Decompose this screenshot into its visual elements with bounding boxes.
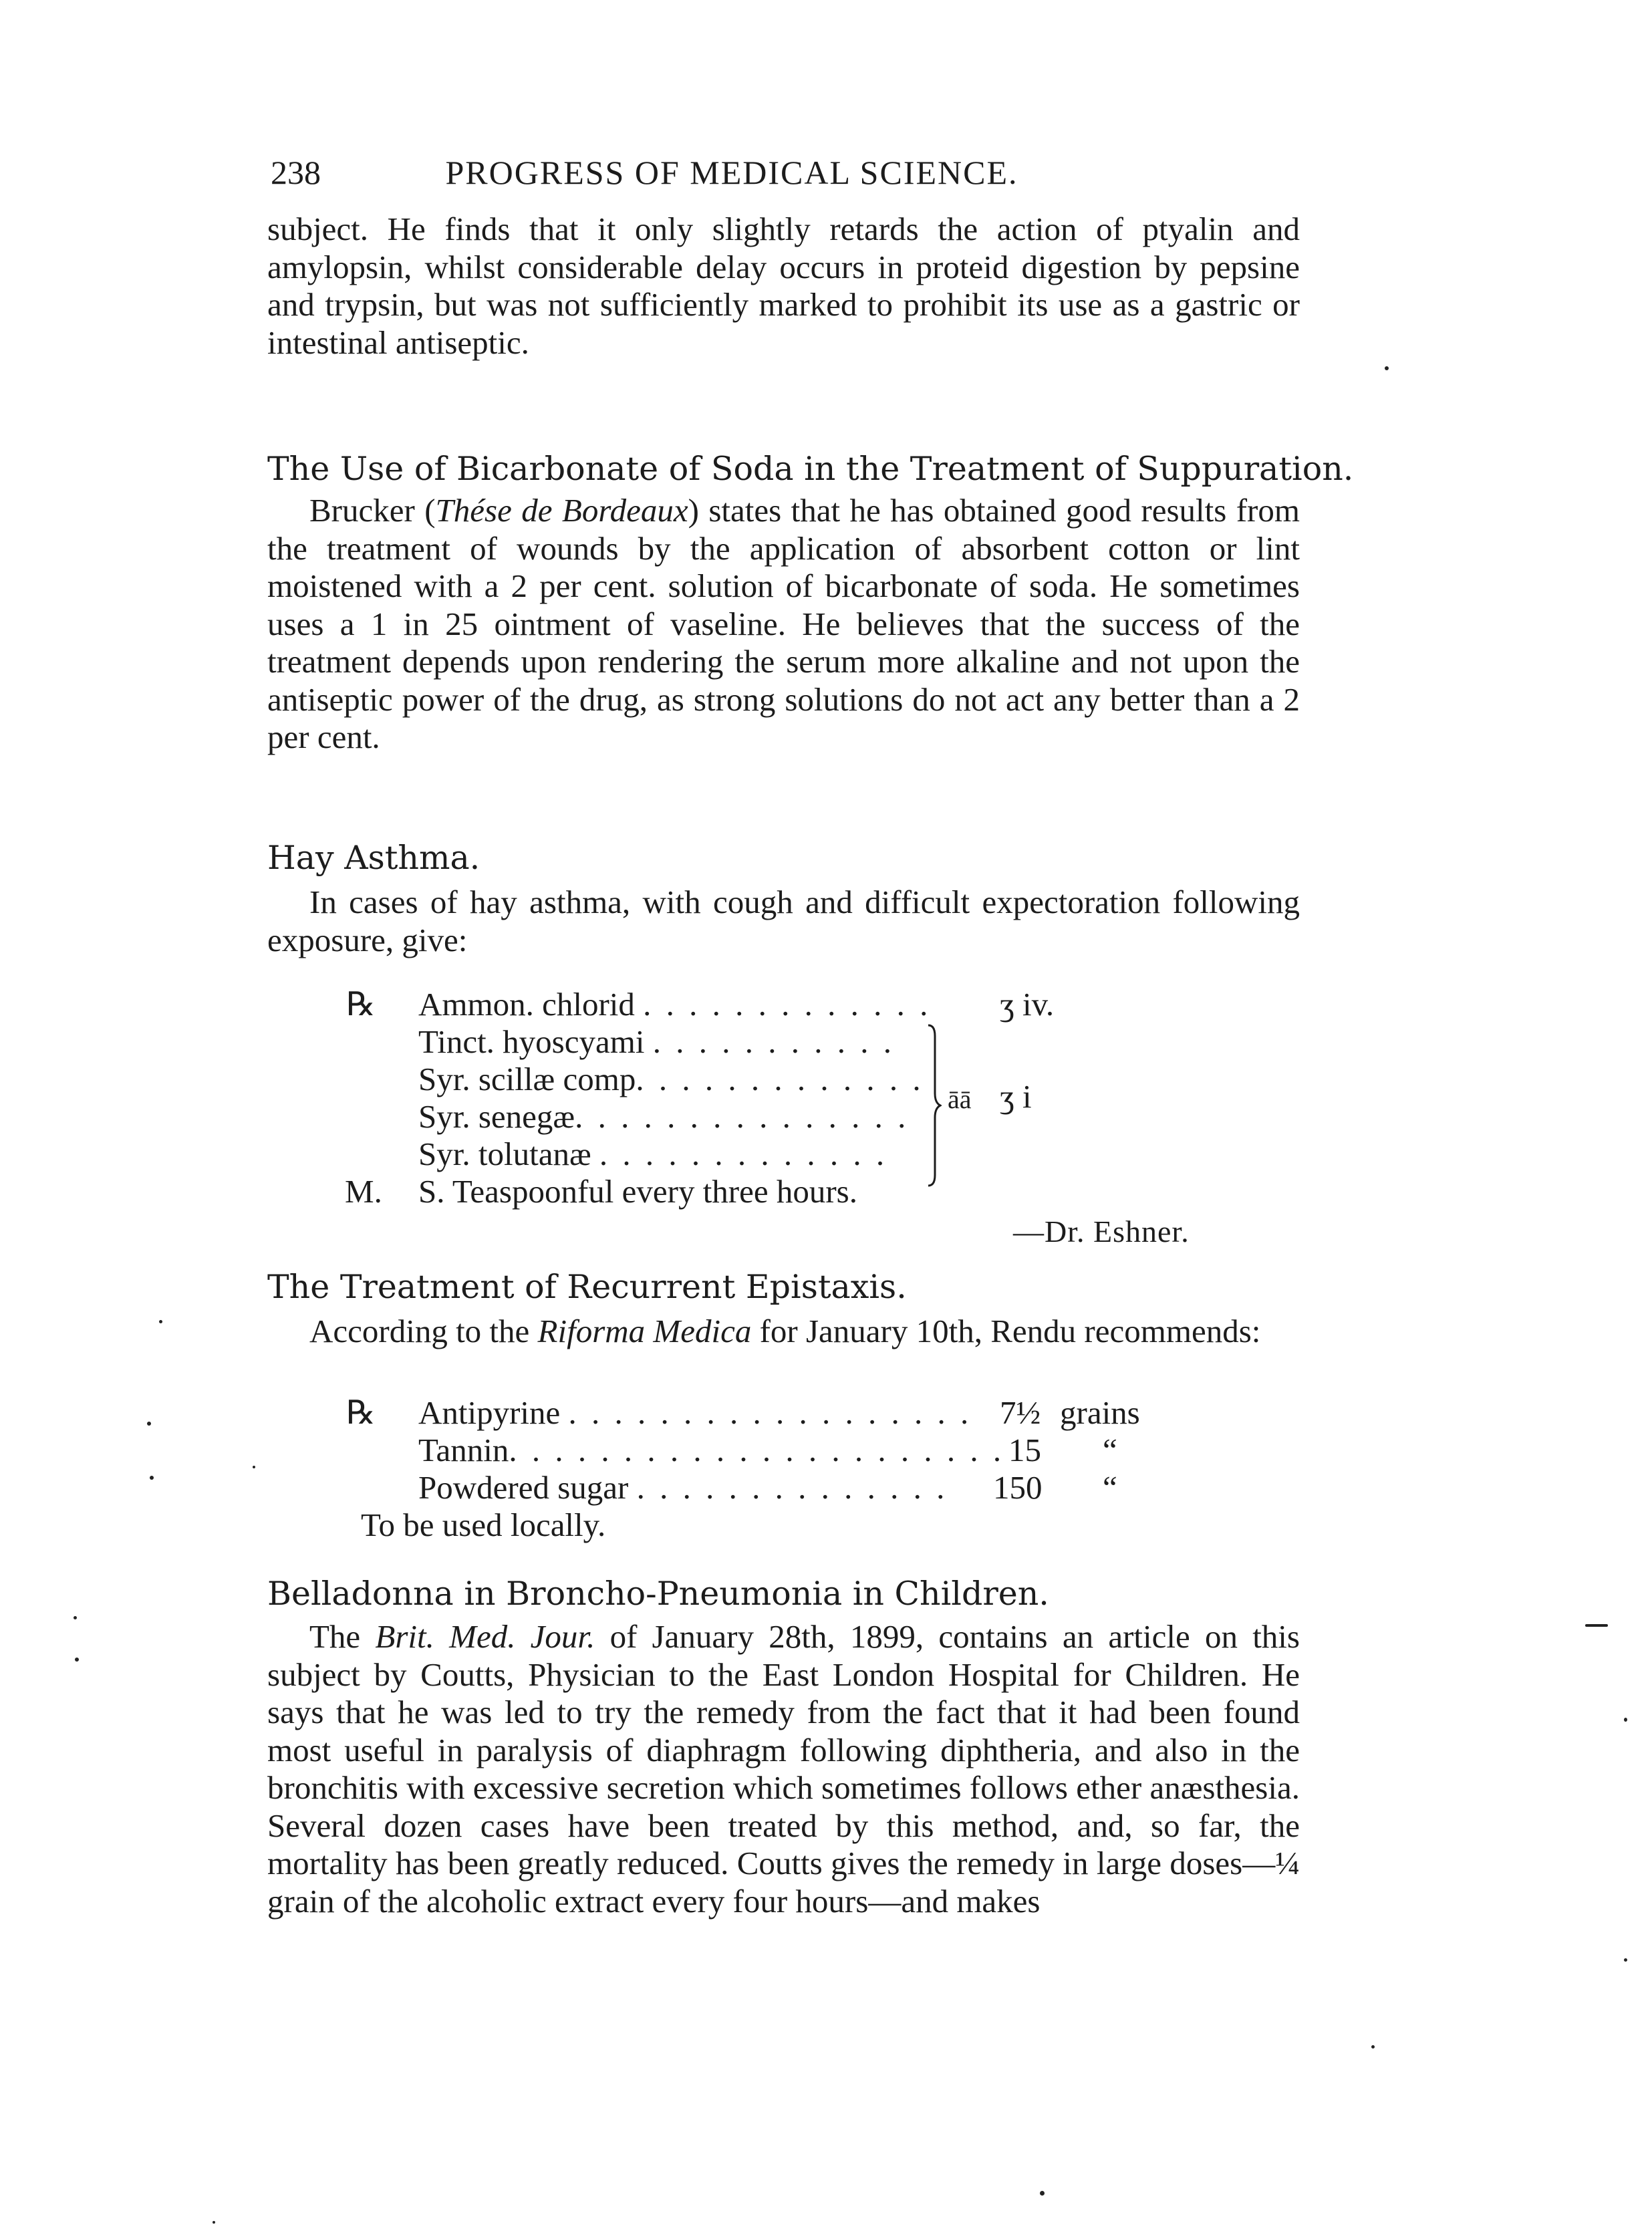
hay-asthma-paragraph: In cases of hay asthma, with cough and difficult expectoration following exposure, give: bbox=[267, 884, 1300, 958]
leader-dots: . . . . . . . . . . . . . . . . . . bbox=[568, 1394, 972, 1431]
scan-dash bbox=[1585, 1624, 1608, 1627]
page-number: 238 bbox=[271, 154, 321, 191]
ditto-mark: “ bbox=[1103, 1469, 1117, 1506]
leader-dots: . . . . . . . . . . . . . . bbox=[636, 1469, 948, 1506]
bicarbonate-paragraph bbox=[267, 492, 1300, 757]
scan-speck bbox=[253, 1466, 255, 1468]
ingredient-amount: 7½ bbox=[1000, 1394, 1041, 1431]
scan-speck bbox=[1624, 1958, 1627, 1962]
ditto-mark: “ bbox=[1103, 1432, 1117, 1468]
belladonna-paragraph-block bbox=[267, 1618, 1300, 1920]
bicarbonate-source: Thése de Bordeaux bbox=[435, 492, 688, 529]
section-heading-epistaxis: The Treatment of Recurrent Epistaxis. bbox=[267, 1268, 907, 1306]
intro-paragraph: subject. He finds that it only slightly retards the action of ptyalin and amylopsin, whilst considerable delay occurs in proteid digestion by pepsine and trypsin, but was not sufficiently marked to prohibit its use as a gastric or intestinal antiseptic. bbox=[267, 211, 1300, 361]
belladonna-body-start: The bbox=[309, 1618, 376, 1655]
belladonna-body-rest: of January 28th, 1899, contains an article on this subject by Coutts, Physician to the East London Hospital for Children. He says that he was led to try the remedy from the fact that it had been found most useful in paralysis of diaphragm following diphtheria, and also in the bronchitis with excessive secretion which sometimes follows ether anæsthesia. Several dozen cases have been treated by this method, and, so far, the mortality has been greatly reduced. Coutts gives the remedy in large doses—¼ grain of the alcoholic extract every four hours—and makes bbox=[267, 1618, 1300, 1920]
epistaxis-body-start: According to the bbox=[309, 1313, 538, 1349]
ingredient-name: Syr. scillæ comp bbox=[418, 1061, 636, 1097]
ingredient-name: Antipyrine bbox=[418, 1394, 561, 1431]
prescription-line bbox=[418, 1098, 909, 1136]
rx-symbol: ℞ bbox=[346, 1394, 376, 1431]
belladonna-paragraph bbox=[267, 1618, 1300, 1920]
bicarbonate-body-start: Brucker ( bbox=[309, 492, 436, 529]
section-heading-belladonna: Belladonna in Broncho-Pneumonia in Children. bbox=[267, 1575, 1049, 1613]
scan-speck bbox=[1385, 366, 1389, 370]
bicarbonate-body-rest: ) states that he has obtained good results from the treatment of wounds by the application of absorbent cotton or lint moistened with a 2 per cent. solution of bicarbonate of soda. He sometimes uses a 1 in 25 ointment of vaseline. He believes that the success of the treatment depends upon rendering the serum more alkaline and not upon the antiseptic power of the drug, as strong solutions do not act any better than a 2 per cent. bbox=[267, 492, 1300, 755]
epistaxis-body-rest: for January 10th, Rendu recommends: bbox=[751, 1313, 1261, 1349]
leader-dots: . . . . . . . . . . . . . . . . . . . . . . bbox=[509, 1432, 1005, 1468]
intro-paragraph-block bbox=[267, 211, 1300, 362]
grouped-dose: ʒ i bbox=[1000, 1078, 1032, 1115]
ingredient-dose: ʒ iv. bbox=[1000, 986, 1055, 1023]
running-title: PROGRESS OF MEDICAL SCIENCE. bbox=[445, 154, 1018, 191]
prescription-line bbox=[418, 1432, 1004, 1469]
running-head bbox=[271, 151, 1193, 194]
section-heading-hay-asthma: Hay Asthma. bbox=[267, 839, 480, 877]
leader-dots: . . . . . . . . . . . . . bbox=[643, 986, 932, 1023]
section-heading-bicarbonate: The Use of Bicarbonate of Soda in the Treatment of Suppuration. bbox=[267, 450, 1354, 488]
hay-asthma-paragraph-block bbox=[267, 884, 1300, 959]
ingredient-name: Syr. tolutanæ bbox=[418, 1136, 591, 1172]
grouped-amount: āā bbox=[948, 1084, 972, 1114]
scan-speck bbox=[159, 1320, 162, 1323]
leader-dots: . . . . . . . . . . . bbox=[652, 1023, 895, 1060]
scan-speck bbox=[74, 1616, 77, 1619]
epistaxis-paragraph-block bbox=[267, 1313, 1300, 1351]
scan-speck bbox=[213, 2221, 215, 2224]
right-brace bbox=[927, 1024, 942, 1187]
ingredient-name: Powdered sugar bbox=[418, 1469, 629, 1506]
bicarbonate-paragraph-block bbox=[267, 492, 1300, 757]
signa-letter: M. bbox=[345, 1173, 382, 1210]
usage-instruction: To be used locally. bbox=[361, 1506, 606, 1543]
scan-speck bbox=[75, 1658, 79, 1662]
epistaxis-paragraph bbox=[267, 1313, 1300, 1351]
ingredient-unit: grains bbox=[1060, 1394, 1140, 1431]
prescription-line bbox=[418, 1023, 895, 1061]
scan-speck bbox=[1624, 1718, 1627, 1722]
leader-dots: . . . . . . . . . . . . . . . bbox=[575, 1098, 910, 1135]
belladonna-source: Brit. Med. Jour. bbox=[375, 1618, 595, 1655]
prescription-line bbox=[418, 1061, 924, 1098]
ingredient-name: Ammon. chlorid bbox=[418, 986, 635, 1023]
scan-speck bbox=[1040, 2191, 1045, 2196]
ingredient-name: Tannin bbox=[418, 1432, 509, 1468]
epistaxis-source: Riforma Medica bbox=[537, 1313, 752, 1349]
ingredient-name: Syr. senegæ bbox=[418, 1098, 575, 1135]
leader-dots: . . . . . . . . . . . . . bbox=[636, 1061, 924, 1097]
author-signature: —Dr. Eshner. bbox=[1013, 1214, 1190, 1248]
ingredient-name: Tinct. hyoscyami bbox=[418, 1023, 645, 1060]
prescription-line bbox=[418, 1469, 948, 1506]
scan-speck bbox=[1371, 2045, 1375, 2049]
ingredient-amount: 150 bbox=[993, 1469, 1043, 1506]
scan-speck bbox=[147, 1422, 151, 1426]
rx-symbol: ℞ bbox=[346, 986, 376, 1023]
prescription-line bbox=[418, 1394, 972, 1432]
prescription-line bbox=[418, 1136, 887, 1173]
ingredient-amount: 15 bbox=[1008, 1432, 1041, 1468]
leader-dots: . . . . . . . . . . . . . bbox=[599, 1136, 888, 1172]
signa-text: S. Teaspoonful every three hours. bbox=[418, 1173, 858, 1210]
prescription-line bbox=[418, 986, 931, 1023]
scan-speck bbox=[150, 1476, 154, 1480]
